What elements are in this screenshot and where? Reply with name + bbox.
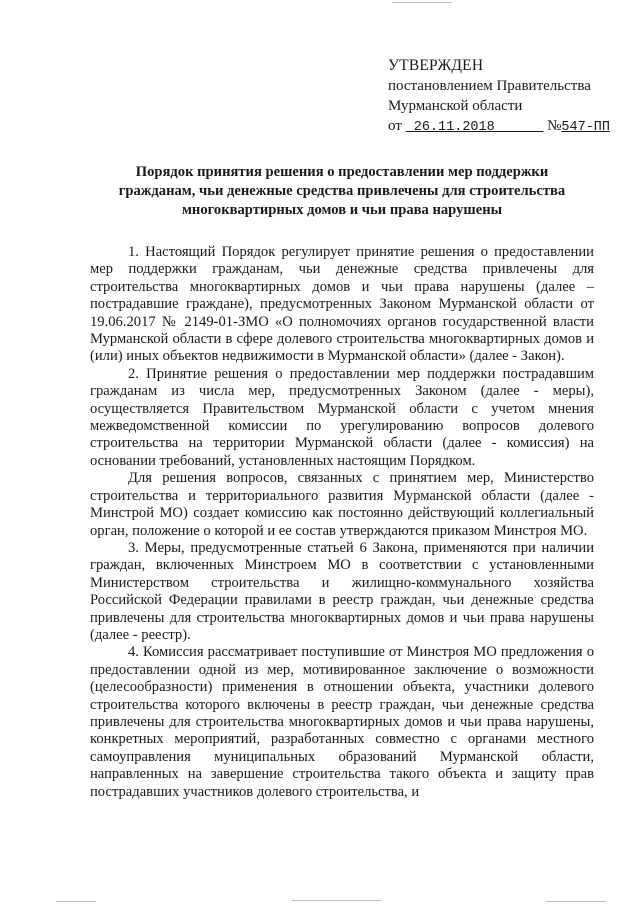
approval-date-line [388,116,618,138]
title-line-1: Порядок принятия решения о предоставлении мер поддержки [135,164,549,180]
approval-line-2: Мурманской области [388,98,523,114]
paragraph-2: 2. Принятие решения о предоставлении мер поддержки пострадавшим гражданам из числа мер, предусмотренных Законом (далее - меры), осуществляется Правительством Мурманской области с учетом мнения межведомственной комиссии по урегулированию вопросов долевого строительства на территории Мурманской области (далее - комиссия) на основании требований, установленных настоящим Порядком. [90,365,594,469]
scan-artifact-bottom-center [292,900,382,901]
paragraph-1: 1. Настоящий Порядок регулирует принятие решения о предоставлении мер поддержки гражданам, чьи денежные средства привлечены для строительства многоквартирных домов и чьи права нарушены (далее – пострадавшие граждане), предусмотренных Законом Мурманской области от 19.06.2017 № 2149-01-ЗМО «О полномочиях органов государственной власти Мурманской области в сфере долевого строительства многоквартирных домов и (или) иных объектов недвижимости в Мурманской области» (далее - Закон). [90,244,594,365]
approval-line-1: постановлением Правительства [388,78,591,94]
document-body [90,244,594,801]
scan-artifact-top [392,2,452,3]
approval-number: 547-ПП [561,120,611,135]
paragraph-3: 3. Меры, предусмотренные статьей 6 Закона, применяются при наличии граждан, включенных Минстроем МО в соответствии с установленными Министерством строительства и жилищно-коммунального хозяйства Российской Федерации правилами в реестр граждан, чьи денежные средства привлечены для строительства многоквартирных домов и чьи права нарушены (далее - реестр). [90,539,594,643]
title-line-2: гражданам, чьи денежные средства привлечены для строительства [118,183,566,199]
date-prefix: от [388,118,402,134]
approval-date: 26.11.2018 [413,120,495,135]
paragraph-4: 4. Комиссия рассматривает поступившие от Минстроя МО предложения о предоставлении одной из мер, мотивированное заключение о возможности (целесообразности) применения в отношении объекта, участники долевого строительства которого включены в реестр граждан, чьи денежные средства привлечены для строительства многоквартирных домов и чьи права нарушены, конкретных мероприятий, разработанных совместно с органами местного самоуправления муниципальных образований Мурманской области, направленных на завершение строительства такого объекта и защиту прав пострадавших участников долевого строительства, и [90,644,594,800]
scan-artifact-bottom-right [546,901,606,902]
title-line-3: многоквартирных домов и чьи права нарушены [181,202,502,218]
document-title [90,163,594,220]
approval-stamp [388,56,618,138]
approval-heading: УТВЕРЖДЕН [388,57,484,74]
paragraph-2-continued: Для решения вопросов, связанных с принятием мер, Министерство строительства и территориального развития Мурманской области (далее - Минстрой МО) создает комиссию как постоянно действующий коллегиальный орган, положение о которой и ее состав утверждаются приказом Минстроя МО. [90,470,594,539]
scan-artifact-bottom-left [56,901,96,902]
number-prefix: № [547,118,562,134]
